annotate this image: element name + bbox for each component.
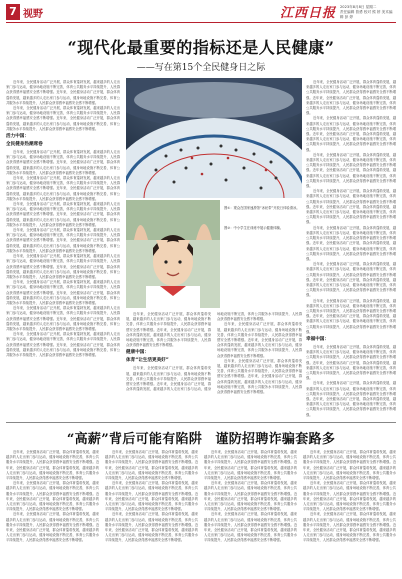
- paragraph: 近年来，全民健身活动广泛开展，群众体育蓬勃发展，越来越多的人走出家门参与运动，健身场地设施不断完善，体育公共服务水平持续提升，人民群众获得感幸福感安全感不断增强。近年来，全民健身活动广泛开展，群众体育蓬勃发展，越来越多的人走出家门参与运动，健身场地设施不断完善，体育公共服务水平持续提升，人民群众获得感幸福感安全感不断增强。: [306, 298, 396, 334]
- paragraph: 近年来，全民健身活动广泛开展，群众体育蓬勃发展，越来越多的人走出家门参与运动，健身场地设施不断完善，体育公共服务水平持续提升，人民群众获得感幸福感安全感不断增强。近年来，全民健身活动广泛开展，群众体育蓬勃发展，越来越多的人走出家门参与运动，健身场地设施不断完善，体育公共服务水平持续提升，人民群众获得感幸福感安全感不断增强。: [204, 481, 297, 512]
- sub-heading: 全民健身热潮席卷: [6, 142, 43, 148]
- article-title: “现代化最重要的指标还是人民健康”: [67, 38, 335, 57]
- paragraph: 近年来，全民健身活动广泛开展，群众体育蓬勃发展，越来越多的人走出家门参与运动，健身场地设施不断完善，体育公共服务水平持续提升，人民群众获得感幸福感安全感不断增强。近年来，全民健身活动广泛开展，群众体育蓬勃发展，越来越多的人走出家门参与运动，健身场地设施不断完善，体育公共服务水平持续提升，人民群众获得感幸福感安全感不断增强。: [217, 358, 302, 395]
- article-subtitle: ——写在第15个全民健身日之际: [136, 63, 266, 73]
- paragraph: 近年来，全民健身活动广泛开展，群众体育蓬勃发展，越来越多的人走出家门参与运动，健身场地设施不断完善，体育公共服务水平持续提升，人民群众获得感幸福感安全感不断增强。近年来，全民健身活动广泛开展，群众体育蓬勃发展，越来越多的人走出家门参与运动，健身场地设施不断完善，体育公共服务水平持续提升，人民群众获得感幸福感安全感不断增强。: [6, 450, 99, 481]
- paragraph: 近年来，全民健身活动广泛开展，群众体育蓬勃发展，越来越多的人走出家门参与运动，健身场地设施不断完善，体育公共服务水平持续提升，人民群众获得感幸福感安全感不断增强。近年来，全民健身活动广泛开展，群众体育蓬勃发展，越来越多的人走出家门参与运动，健身场地设施不断完善，体育公共服务水平持续提升，人民群众获得感幸福感安全感不断增强。: [6, 280, 120, 305]
- paragraph: 近年来，全民健身活动广泛开展，群众体育蓬勃发展，越来越多的人走出家门参与运动，健身场地设施不断完善，体育公共服务水平持续提升，人民群众获得感幸福感安全感不断增强。近年来，全民健身活动广泛开展，群众体育蓬勃发展，越来越多的人走出家门参与运动，健身场地设施不断完善，体育公共服务水平持续提升，人民群众获得感幸福感安全感不断增强。: [126, 312, 211, 348]
- skating-rink-photo: [126, 78, 302, 198]
- body-column-2: [126, 312, 302, 418]
- date-line-2: 责任编辑 曾勇 校对 熊 婷 美术编辑 彭 婷: [340, 10, 393, 19]
- sub-heading: 活力中国：: [6, 134, 29, 140]
- photo-caption-2: 图②：中小学生在训练中展示健康体魄。: [224, 226, 284, 230]
- paragraph: 近年来，全民健身活动广泛开展，群众体育蓬勃发展，越来越多的人走出家门参与运动，健身场地设施不断完善，体育公共服务水平持续提升，人民群众获得感幸福感安全感不断增强。近年来，全民健身活动广泛开展，群众体育蓬勃发展，越来越多的人走出家门参与运动，健身场地设施不断完善，体育公共服务水平持续提升，人民群众获得感幸福感安全感不断增强。: [105, 481, 198, 512]
- paragraph: 近年来，全民健身活动广泛开展，群众体育蓬勃发展，越来越多的人走出家门参与运动，健身场地设施不断完善，体育公共服务水平持续提升，人民群众获得感幸福感安全感不断增强。近年来，全民健身活动广泛开展，群众体育蓬勃发展，越来越多的人走出家门参与运动，健身场地设施不断完善，体育公共服务水平持续提升，人民群众获得感幸福感安全感不断增强。: [204, 450, 297, 481]
- paragraph: 近年来，全民健身活动广泛开展，群众体育蓬勃发展，越来越多的人走出家门参与运动，健身场地设施不断完善，体育公共服务水平持续提升，人民群众获得感幸福感安全感不断增强。近年来，全民健身活动广泛开展，群众体育蓬勃发展，越来越多的人走出家门参与运动，健身场地设施不断完善，体育公共服务水平持续提升，人民群众获得感幸福感安全感不断增强。: [306, 381, 396, 417]
- paragraph: 近年来，全民健身活动广泛开展，群众体育蓬勃发展，越来越多的人走出家门参与运动，健身场地设施不断完善，体育公共服务水平持续提升，人民群众获得感幸福感安全感不断增强。近年来，全民健身活动广泛开展，群众体育蓬勃发展，越来越多的人走出家门参与运动，健身场地设施不断完善，体育公共服务水平持续提升，人民群众获得感幸福感安全感不断增强。: [306, 80, 396, 116]
- paragraph: 近年来，全民健身活动广泛开展，群众体育蓬勃发展，越来越多的人走出家门参与运动，健身场地设施不断完善，体育公共服务水平持续提升，人民群众获得感幸福感安全感不断增强。近年来，全民健身活动广泛开展，群众体育蓬勃发展，越来越多的人走出家门参与运动，健身场地设施不断完善，体育公共服务水平持续提升，人民群众获得感幸福感安全感不断增强。: [6, 481, 99, 512]
- photo-caption-1: 图①：观众在国家速滑馆“冰丝带”开放日体验滑冰。: [224, 206, 300, 210]
- paragraph: 近年来，全民健身活动广泛开展，群众体育蓬勃发展，越来越多的人走出家门参与运动，健身场地设施不断完善，体育公共服务水平持续提升，人民群众获得感幸福感安全感不断增强。近年来，全民健身活动广泛开展，群众体育蓬勃发展，越来越多的人走出家门参与运动，健身场地设施不断完善，体育公共服务水平持续提升，人民群众获得感幸福感安全感不断增强。: [306, 262, 396, 298]
- paragraph: 近年来，全民健身活动广泛开展，群众体育蓬勃发展，越来越多的人走出家门参与运动，健身场地设施不断完善，体育公共服务水平持续提升，人民群众获得感幸福感安全感不断增强。近年来，全民健身活动广泛开展，群众体育蓬勃发展，越来越多的人走出家门参与运动，健身场地设施不断完善，体育公共服务水平持续提升，人民群众获得感幸福感安全感不断增强。: [306, 189, 396, 225]
- section-name: 视野: [23, 9, 43, 20]
- paragraph: 近年来，全民健身活动广泛开展，群众体育蓬勃发展，越来越多的人走出家门参与运动，健身场地设施不断完善，体育公共服务水平持续提升，人民群众获得感幸福感安全感不断增强。近年来，全民健身活动广泛开展，群众体育蓬勃发展，越来越多的人走出家门参与运动，健身场地设施不断完善，体育公共服务水平持续提升，人民群众获得感幸福感安全感不断增强。: [6, 106, 120, 131]
- body-column-1: [6, 80, 120, 418]
- paragraph: 近年来，全民健身活动广泛开展，群众体育蓬勃发展，越来越多的人走出家门参与运动，健身场地设施不断完善，体育公共服务水平持续提升，人民群众获得感幸福感安全感不断增强。近年来，全民健身活动广泛开展，群众体育蓬勃发展，越来越多的人走出家门参与运动，健身场地设施不断完善，体育公共服务水平持续提升，人民群众获得感幸福感安全感不断增强。: [6, 306, 120, 331]
- paragraph: 近年来，全民健身活动广泛开展，群众体育蓬勃发展，越来越多的人走出家门参与运动，健身场地设施不断完善，体育公共服务水平持续提升，人民群众获得感幸福感安全感不断增强。近年来，全民健身活动广泛开展，群众体育蓬勃发展，越来越多的人走出家门参与运动，健身场地设施不断完善，体育公共服务水平持续提升，人民群众获得感幸福感安全感不断增强。: [303, 512, 396, 543]
- paragraph: 近年来，全民健身活动广泛开展，群众体育蓬勃发展，越来越多的人走出家门参与运动，健身场地设施不断完善，体育公共服务水平持续提升，人民群众获得感幸福感安全感不断增强。近年来，全民健身活动广泛开展，群众体育蓬勃发展，越来越多的人走出家门参与运动，健身场地设施不断完善，体育公共服务水平持续提升，人民群众获得感幸福感安全感不断增强。: [105, 450, 198, 481]
- paragraph: 近年来，全民健身活动广泛开展，群众体育蓬勃发展，越来越多的人走出家门参与运动，健身场地设施不断完善，体育公共服务水平持续提升，人民群众获得感幸福感安全感不断增强。近年来，全民健身活动广泛开展，群众体育蓬勃发展，越来越多的人走出家门参与运动，健身场地设施不断完善，体育公共服务水平持续提升，人民群众获得感幸福感安全感不断增强。: [303, 481, 396, 512]
- body-column-3: [306, 80, 396, 418]
- paragraph: 近年来，全民健身活动广泛开展，群众体育蓬勃发展，越来越多的人走出家门参与运动，健身场地设施不断完善，体育公共服务水平持续提升，人民群众获得感幸福感安全感不断增强。近年来，全民健身活动广泛开展，群众体育蓬勃发展，越来越多的人走出家门参与运动，健身场地设施不断完善，体育公共服务水平持续提升，人民群众获得感幸福感安全感不断增强。: [6, 202, 120, 227]
- paragraph: 近年来，全民健身活动广泛开展，群众体育蓬勃发展，越来越多的人走出家门参与运动，健身场地设施不断完善，体育公共服务水平持续提升，人民群众获得感幸福感安全感不断增强。近年来，全民健身活动广泛开展，群众体育蓬勃发展，越来越多的人走出家门参与运动，健身场地设施不断完善，体育公共服务水平持续提升，人民群众获得感幸福感安全感不断增强。: [306, 225, 396, 261]
- sub-heading: 健康中国：: [126, 350, 149, 356]
- paragraph: 近年来，全民健身活动广泛开展，群众体育蓬勃发展，越来越多的人走出家门参与运动，健身场地设施不断完善，体育公共服务水平持续提升，人民群众获得感幸福感安全感不断增强。近年来，全民健身活动广泛开展，群众体育蓬勃发展，越来越多的人走出家门参与运动，健身场地设施不断完善，体育公共服务水平持续提升，人民群众获得感幸福感安全感不断增强。: [303, 450, 396, 481]
- paragraph: 近年来，全民健身活动广泛开展，群众体育蓬勃发展，越来越多的人走出家门参与运动，健身场地设施不断完善，体育公共服务水平持续提升，人民群众获得感幸福感安全感不断增强。近年来，全民健身活动广泛开展，群众体育蓬勃发展，越来越多的人走出家门参与运动，健身场地设施不断完善，体育公共服务水平持续提升，人民群众获得感幸福感安全感不断增强。: [217, 322, 302, 358]
- article-divider: [6, 422, 396, 423]
- header-rule: [6, 22, 396, 23]
- page-header: [6, 4, 396, 24]
- paragraph: 近年来，全民健身活动广泛开展，群众体育蓬勃发展，越来越多的人走出家门参与运动，健身场地设施不断完善，体育公共服务水平持续提升，人民群众获得感幸福感安全感不断增强。近年来，全民健身活动广泛开展，群众体育蓬勃发展，越来越多的人走出家门参与运动，健身场地设施不断完善，体育公共服务水平持续提升，人民群众获得感幸福感安全感不断增强。: [204, 512, 297, 543]
- article2-body: [6, 450, 396, 574]
- paragraph: 近年来，全民健身活动广泛开展，群众体育蓬勃发展，越来越多的人走出家门参与运动，健身场地设施不断完善，体育公共服务水平持续提升，人民群众获得感幸福感安全感不断增强。近年来，全民健身活动广泛开展，群众体育蓬勃发展，越来越多的人走出家门参与运动，健身场地设施不断完善，体育公共服务水平持续提升，人民群众获得感幸福感安全感不断增强。: [6, 176, 120, 201]
- child-photo: [126, 200, 220, 308]
- newspaper-logo: 江西日报: [279, 6, 336, 21]
- date-line: [340, 5, 396, 20]
- paragraph: 近年来，全民健身活动广泛开展，群众体育蓬勃发展，越来越多的人走出家门参与运动，健身场地设施不断完善，体育公共服务水平持续提升，人民群众获得感幸福感安全感不断增强。近年来，全民健身活动广泛开展，群众体育蓬勃发展，越来越多的人走出家门参与运动，健身场地设施不断完善，体育公共服务水平持续提升，人民群众获得感幸福感安全感不断增强。: [126, 312, 302, 392]
- paragraph: 近年来，全民健身活动广泛开展，群众体育蓬勃发展，越来越多的人走出家门参与运动，健身场地设施不断完善，体育公共服务水平持续提升，人民群众获得感幸福感安全感不断增强。近年来，全民健身活动广泛开展，群众体育蓬勃发展，越来越多的人走出家门参与运动，健身场地设施不断完善，体育公共服务水平持续提升，人民群众获得感幸福感安全感不断增强。: [6, 254, 120, 279]
- article2-title: “高薪”背后可能有陷阱 谨防招聘诈骗套路多: [66, 432, 336, 447]
- paragraph: 近年来，全民健身活动广泛开展，群众体育蓬勃发展，越来越多的人走出家门参与运动，健身场地设施不断完善，体育公共服务水平持续提升，人民群众获得感幸福感安全感不断增强。近年来，全民健身活动广泛开展，群众体育蓬勃发展，越来越多的人走出家门参与运动，健身场地设施不断完善，体育公共服务水平持续提升，人民群众获得感幸福感安全感不断增强。: [306, 152, 396, 189]
- paragraph: 近年来，全民健身活动广泛开展，群众体育蓬勃发展，越来越多的人走出家门参与运动，健身场地设施不断完善，体育公共服务水平持续提升，人民群众获得感幸福感安全感不断增强。近年来，全民健身活动广泛开展，群众体育蓬勃发展，越来越多的人走出家门参与运动，健身场地设施不断完善，体育公共服务水平持续提升，人民群众获得感幸福感安全感不断增强。: [6, 512, 99, 543]
- paragraph: 近年来，全民健身活动广泛开展，群众体育蓬勃发展，越来越多的人走出家门参与运动，健身场地设施不断完善，体育公共服务水平持续提升，人民群众获得感幸福感安全感不断增强。近年来，全民健身活动广泛开展，群众体育蓬勃发展，越来越多的人走出家门参与运动，健身场地设施不断完善，体育公共服务水平持续提升，人民群众获得感幸福感安全感不断增强。: [105, 512, 198, 543]
- paragraph: 近年来，全民健身活动广泛开展，群众体育蓬勃发展，越来越多的人走出家门参与运动，健身场地设施不断完善，体育公共服务水平持续提升，人民群众获得感幸福感安全感不断增强。近年来，全民健身活动广泛开展，群众体育蓬勃发展，越来越多的人走出家门参与运动，健身场地设施不断完善，体育公共服务水平持续提升，人民群众获得感幸福感安全感不断增强。: [6, 80, 120, 105]
- sub-heading: 幸福中国：: [306, 336, 329, 342]
- paragraph: 近年来，全民健身活动广泛开展，群众体育蓬勃发展，越来越多的人走出家门参与运动，健身场地设施不断完善，体育公共服务水平持续提升，人民群众获得感幸福感安全感不断增强。近年来，全民健身活动广泛开展，群众体育蓬勃发展，越来越多的人走出家门参与运动，健身场地设施不断完善，体育公共服务水平持续提升，人民群众获得感幸福感安全感不断增强。: [306, 344, 396, 381]
- page-number: 7: [6, 4, 20, 20]
- date-line-1: 2023年8月8日 星期二: [340, 5, 377, 9]
- paragraph: 近年来，全民健身活动广泛开展，群众体育蓬勃发展，越来越多的人走出家门参与运动，健身场地设施不断完善，体育公共服务水平持续提升，人民群众获得感幸福感安全感不断增强。近年来，全民健身活动广泛开展，群众体育蓬勃发展，越来越多的人走出家门参与运动，健身场地设施不断完善，体育公共服务水平持续提升，人民群众获得感幸福感安全感不断增强。: [306, 116, 396, 152]
- sub-heading: 体育“让生活更美好”: [126, 358, 169, 364]
- paragraph: 近年来，全民健身活动广泛开展，群众体育蓬勃发展，越来越多的人走出家门参与运动，健身场地设施不断完善，体育公共服务水平持续提升，人民群众获得感幸福感安全感不断增强。近年来，全民健身活动广泛开展，群众体育蓬勃发展，越来越多的人走出家门参与运动，健身场地设施不断完善，体育公共服务水平持续提升，人民群众获得感幸福感安全感不断增强。: [6, 150, 120, 175]
- paragraph: 近年来，全民健身活动广泛开展，群众体育蓬勃发展，越来越多的人走出家门参与运动，健身场地设施不断完善，体育公共服务水平持续提升，人民群众获得感幸福感安全感不断增强。近年来，全民健身活动广泛开展，群众体育蓬勃发展，越来越多的人走出家门参与运动，健身场地设施不断完善，体育公共服务水平持续提升，人民群众获得感幸福感安全感不断增强。: [6, 228, 120, 253]
- paragraph: 近年来，全民健身活动广泛开展，群众体育蓬勃发展，越来越多的人走出家门参与运动，健身场地设施不断完善，体育公共服务水平持续提升，人民群众获得感幸福感安全感不断增强。近年来，全民健身活动广泛开展，群众体育蓬勃发展，越来越多的人走出家门参与运动，健身场地设施不断完善，体育公共服务水平持续提升，人民群众获得感幸福感安全感不断增强。: [6, 332, 120, 357]
